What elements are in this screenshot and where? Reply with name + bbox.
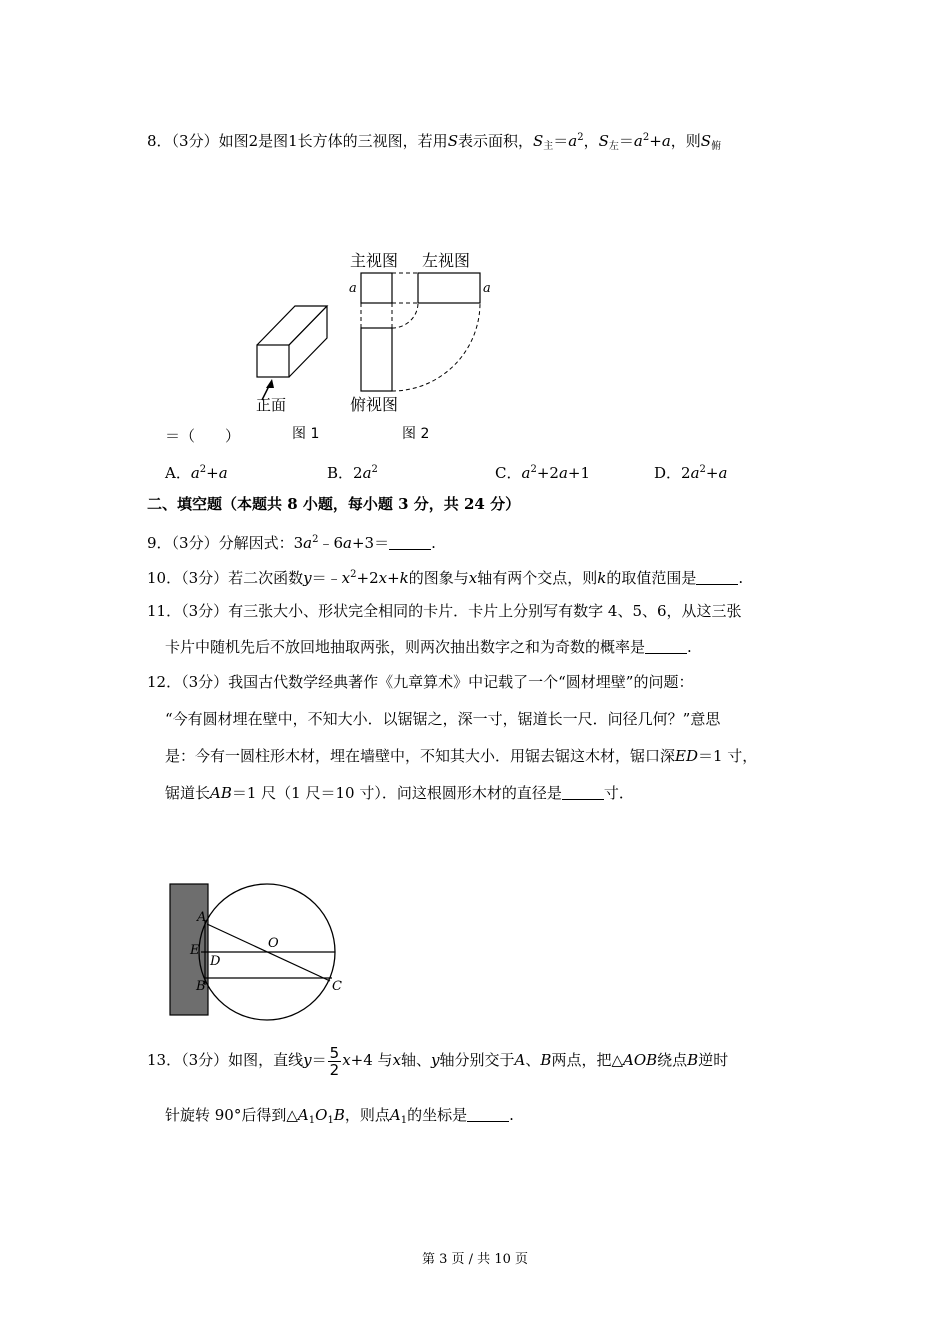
- projection-lines: [361, 273, 480, 391]
- q8-option-a: A．$a^2+a$: [165, 464, 228, 482]
- point-B: B: [196, 979, 206, 994]
- q8-option-b: B．$2a^2$: [327, 464, 378, 482]
- q8-stem: 8．（3分）如图2是图1长方体的三视图，若用S表示面积，$S_主=a^2$，$S_左=a^2+a$，则$S_俯$: [147, 132, 722, 152]
- q12-line3: 是：今有一圆柱形木材，埋在墙壁中，不知其大小．用锯去锯这木材，锯口深ED＝1 寸，: [165, 747, 758, 765]
- q10: 10．（3分）若二次函数$y=﹣x^2+2x+k$的图象与x轴有两个交点，则k的取值范围是 .: [147, 569, 744, 587]
- wall: [170, 884, 208, 1015]
- fig1-label: 图 1: [292, 426, 320, 442]
- q13-line1: 13．（3分）如图，直线y＝ $\frac{5}{2}$ x+4 与x轴、y轴分别交于A、B两点，把△AOB绕点B逆时: [147, 1043, 729, 1079]
- q12-line4: 锯道长AB＝1 尺（1 尺＝10 寸）．问这根圆形木材的直径是 寸．: [165, 784, 634, 802]
- q11-line2: 卡片中随机先后不放回地抽取两张，则两次抽出数字之和为奇数的概率是 .: [165, 638, 692, 656]
- q8-option-c: C．$a^2+2a+1$: [495, 464, 591, 482]
- q13-answer-blank[interactable]: [467, 1107, 509, 1122]
- point-A: A: [197, 910, 207, 925]
- main-view-label: 主视图: [350, 251, 399, 270]
- var-a-left: a: [349, 281, 357, 296]
- q12-figure: [160, 875, 360, 1025]
- q13-line2: 针旋转 90°后得到$\triangle A_1O_1B$，则点$A_1$的坐标是 .: [165, 1106, 514, 1126]
- q10-answer-blank[interactable]: [696, 570, 738, 585]
- q8-tail: ＝（ ）: [165, 427, 241, 445]
- point-C: C: [332, 979, 342, 994]
- three-views: [361, 273, 480, 391]
- q12-line2: “今有圆材埋在壁中，不知大小．以锯锯之，深一寸，锯道长一尺．问径几何？”意思: [165, 710, 721, 728]
- page-footer: 第 3 页 / 共 10 页: [422, 1252, 528, 1267]
- fig2-label: 图 2: [402, 426, 430, 442]
- q9-answer-blank[interactable]: [389, 535, 431, 550]
- q11-answer-blank[interactable]: [645, 639, 687, 654]
- point-O: O: [268, 936, 279, 951]
- var-a-right: a: [483, 281, 491, 296]
- q9: 9．（3分）分解因式：$3a^2﹣6a+3=$ .: [147, 534, 436, 552]
- cuboid-figure: [257, 306, 327, 377]
- q12-line1: 12．（3分）我国古代数学经典著作《九章算术》中记载了一个“圆材埋壁”的问题：: [147, 673, 694, 691]
- point-E: E: [190, 943, 200, 958]
- q8-figure: [240, 240, 500, 450]
- top-view-label: 俯视图: [350, 395, 399, 414]
- q12-answer-blank[interactable]: [562, 785, 604, 800]
- q8-option-d: D．$2a^2+a$: [654, 464, 728, 482]
- q11-line1: 11．（3分）有三张大小、形状完全相同的卡片．卡片上分别写有数字 4、5、6，从这三张: [147, 602, 742, 620]
- left-view-label: 左视图: [422, 251, 471, 270]
- fraction: $\frac{5}{2}$: [329, 1043, 340, 1079]
- point-D: D: [210, 954, 221, 969]
- front-label: 正面: [256, 396, 287, 414]
- section2-title: 二、填空题（本题共 8 小题，每小题 3 分，共 24 分）: [147, 495, 521, 513]
